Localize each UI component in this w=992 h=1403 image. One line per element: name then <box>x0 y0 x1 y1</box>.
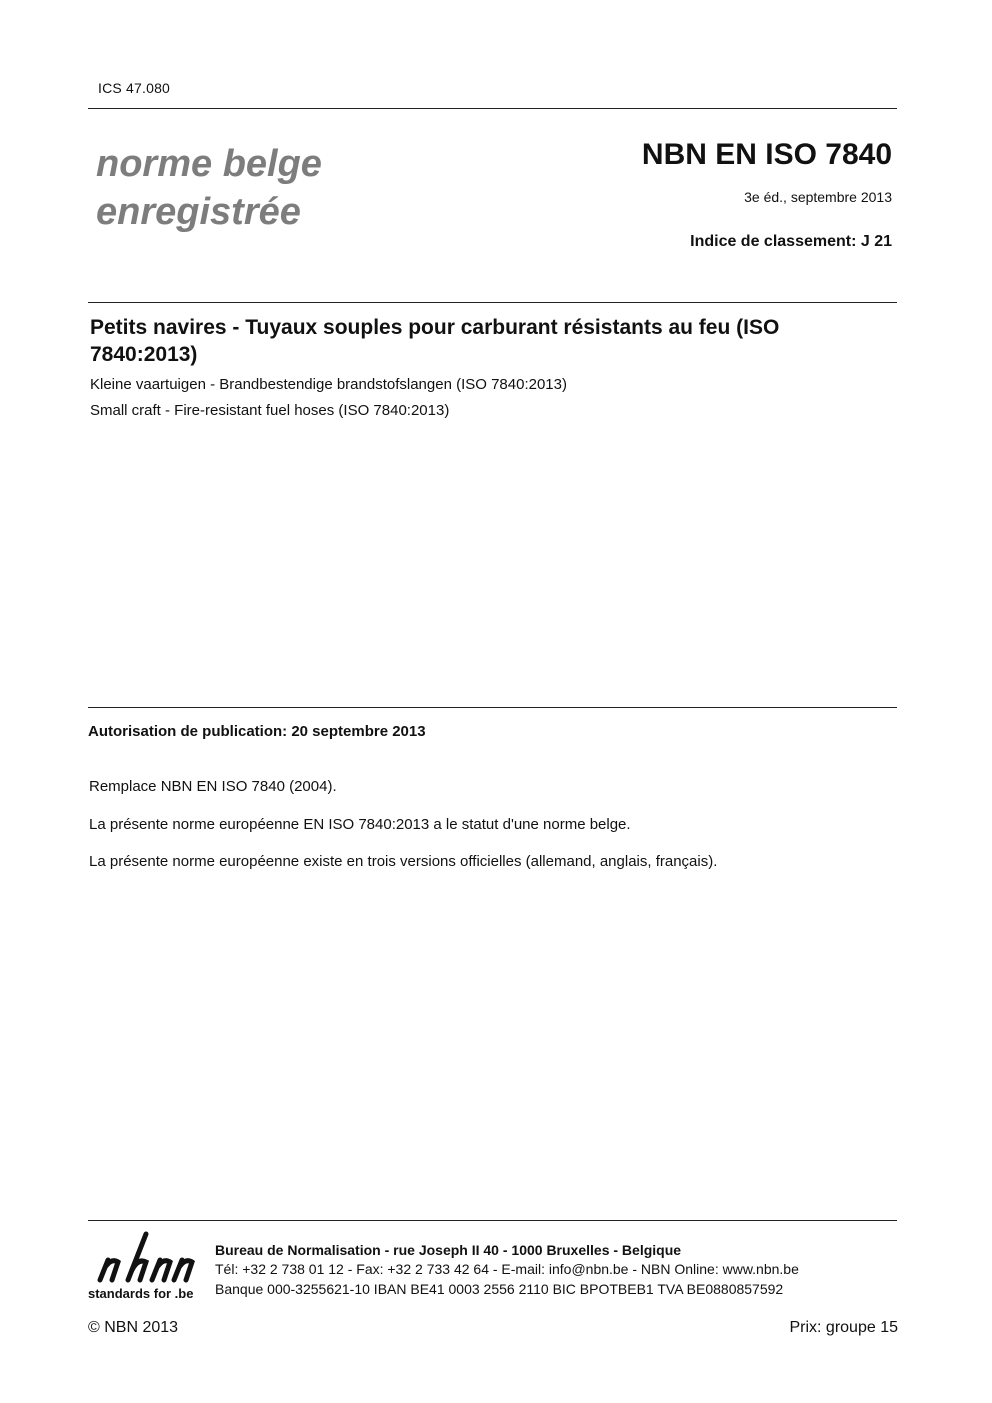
brand-heading <box>96 140 322 236</box>
title-divider <box>88 302 897 303</box>
publication-authorization: Autorisation de publication: 20 septembre 2013 <box>88 723 426 740</box>
publication-divider <box>88 707 897 708</box>
footer-bank: Banque 000-3255621-10 IBAN BE41 0003 2556 2110 BIC BPOTBEB1 TVA BE0880857592 <box>215 1281 784 1297</box>
status-note: La présente norme européenne EN ISO 7840:2013 a le statut d'une norme belge. <box>89 816 631 833</box>
edition-date: 3e éd., septembre 2013 <box>744 189 892 205</box>
copyright: © NBN 2013 <box>88 1319 179 1336</box>
replaces-note: Remplace NBN EN ISO 7840 (2004). <box>89 778 337 795</box>
logo-tagline: standards for .be <box>88 1286 194 1301</box>
title-french: Petits navires - Tuyaux souples pour carburant résistants au feu (ISO 7840:2013) <box>90 316 780 366</box>
footer-divider <box>88 1220 897 1221</box>
title-english: Small craft - Fire-resistant fuel hoses (ISO 7840:2013) <box>90 402 450 419</box>
footer-contact: Tél: +32 2 738 01 12 - Fax: +32 2 733 42 64 - E-mail: info@nbn.be - NBN Online: www.nbn.be <box>215 1261 799 1277</box>
nbn-logo <box>88 1230 200 1306</box>
classification-index: Indice de classement: J 21 <box>690 233 892 250</box>
versions-note: La présente norme européenne existe en trois versions officielles (allemand, anglais, français). <box>89 853 718 870</box>
price-group: Prix: groupe 15 <box>789 1319 898 1336</box>
document-number: NBN EN ISO 7840 <box>641 138 892 171</box>
brand-line-1: norme belge <box>96 143 322 185</box>
ics-code: ICS 47.080 <box>98 80 171 96</box>
brand-line-2: enregistrée <box>96 191 301 233</box>
title-dutch: Kleine vaartuigen - Brandbestendige brandstofslangen (ISO 7840:2013) <box>90 376 567 393</box>
top-divider <box>88 108 897 109</box>
footer-address: Bureau de Normalisation - rue Joseph II 40 - 1000 Bruxelles - Belgique <box>215 1242 682 1258</box>
